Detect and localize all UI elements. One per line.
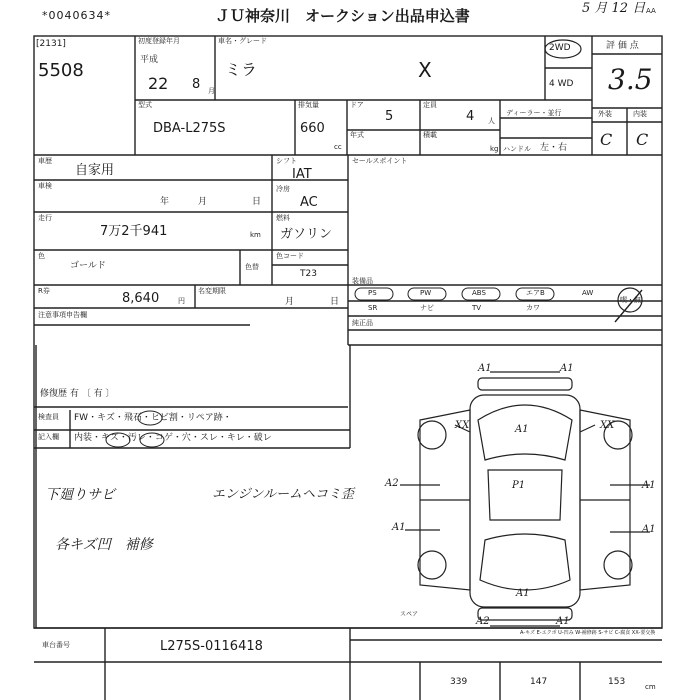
exterior-grade: C: [600, 130, 613, 149]
equip-leather: カワ: [526, 304, 540, 312]
damage-mark: P1: [512, 480, 526, 491]
form-title: ＪＵ神奈川 オークション出品申込書: [215, 7, 470, 25]
ac-label: 冷房: [276, 185, 290, 193]
damage-mark: A1: [515, 424, 529, 435]
damage-mark: A2: [385, 478, 399, 489]
capacity: 4: [466, 109, 475, 124]
color-code: T23: [300, 269, 317, 279]
checklist-row-1: FW・キズ・飛石・ヒビ割・リペア跡・: [74, 413, 232, 423]
equip-pw: PW: [420, 289, 432, 297]
capacity-label: 定員: [423, 101, 437, 109]
color-change-label: 色替: [245, 263, 259, 271]
usage-value: 自家用: [75, 163, 115, 178]
rating-label: 評 価 点: [606, 41, 639, 51]
checklist-row-2: 内装・キズ・汚レ・コゲ・穴・スレ・キレ・破レ: [74, 433, 272, 443]
displacement-unit: cc: [334, 143, 342, 151]
color-value: ゴールド: [70, 261, 106, 271]
form-date-suffix: AA: [646, 7, 656, 15]
width: 147: [530, 677, 548, 687]
car-type: DBA-L275S: [153, 121, 226, 136]
ac-value: AC: [300, 195, 318, 210]
equip-sr: SR: [368, 304, 378, 312]
usage-label: 車歴: [38, 157, 52, 165]
note-line-1: 下廻りサビ: [45, 487, 115, 503]
damage-mark: A1: [516, 588, 530, 599]
reg-month: 8: [192, 77, 201, 92]
lot-number: 5508: [38, 60, 84, 81]
color-label: 色: [38, 252, 45, 260]
reg-month-suffix: 月: [208, 87, 215, 95]
damage-mark: A2: [476, 616, 490, 627]
name-change-day: 日: [330, 297, 340, 307]
recycle-label: R券: [38, 287, 50, 295]
inspection-month: 月: [198, 197, 208, 207]
type-label: 型式: [138, 101, 152, 109]
load-unit: kg: [490, 145, 499, 153]
equip-airbag: エアB: [526, 289, 545, 297]
mileage-value: 7万2千941: [100, 224, 168, 239]
fuel-value: ガソリン: [280, 227, 333, 242]
recycle-unit: 円: [178, 297, 185, 305]
car-name: ミラ: [225, 60, 258, 79]
length: 339: [450, 677, 468, 687]
chassis-label: 車台番号: [42, 641, 70, 649]
equipment-label: 装備品: [352, 277, 373, 285]
era: 平成: [140, 55, 159, 65]
notes-label: 注意事項申告欄: [38, 311, 87, 319]
sales-point-label: セールスポイント: [352, 157, 408, 165]
damage-mark: A1: [642, 524, 656, 535]
displacement-label: 排気量: [298, 101, 319, 109]
first-reg-label: 初度登録年月: [138, 37, 180, 45]
recycle-value: 8,640: [122, 291, 160, 306]
checklist-label-1: 検査員: [38, 413, 59, 421]
load-label: 積載: [423, 131, 437, 139]
mileage-unit: km: [250, 231, 261, 239]
checklist-label-2: 記入欄: [38, 433, 59, 441]
displacement: 660: [300, 121, 325, 136]
equip-navi: ナビ: [420, 304, 434, 312]
serial-number: *0040634*: [42, 9, 111, 22]
height: 153: [608, 677, 626, 687]
smoking: 喫・無: [620, 296, 641, 304]
inspection-label: 車検: [38, 182, 52, 190]
mileage-label: 走行: [38, 214, 52, 222]
option-label: 純正品: [352, 319, 373, 327]
repair-value: 有 〔 有 〕: [69, 389, 115, 399]
dealer-label: ディーラー・並行: [506, 109, 562, 117]
note-line-3: 各キズ凹 補修: [55, 537, 153, 553]
damage-mark: XX: [455, 420, 470, 431]
doors-label: ドア: [350, 101, 364, 109]
model-year-label: 年式: [350, 131, 364, 139]
inspection-year: 年: [160, 197, 170, 207]
equip-abs: ABS: [472, 289, 486, 297]
damage-legend: A-キズ E-エクボ U-凹み W-補修跡 S-サビ C-腐食 XX-要交換: [520, 630, 656, 636]
capacity-unit: 人: [488, 117, 495, 125]
reg-year: 22: [148, 74, 169, 93]
equip-aw: AW: [582, 289, 594, 297]
shift-label: シフト: [276, 157, 297, 165]
damage-mark: A1: [478, 363, 492, 374]
lot-code: [2131]: [36, 39, 66, 49]
damage-mark: A1: [392, 522, 406, 533]
color-code-label: 色コード: [276, 252, 304, 260]
interior-label: 内装: [633, 110, 647, 118]
drive-2wd: 2WD: [549, 43, 571, 53]
car-grade: X: [418, 58, 432, 82]
handle-label: ハンドル: [503, 145, 531, 153]
note-line-2: エンジンルームヘコミ歪: [212, 487, 355, 502]
exterior-label: 外装: [598, 110, 612, 118]
drive-4wd: 4 WD: [549, 79, 574, 89]
damage-mark: A1: [642, 480, 656, 491]
equip-tv: TV: [472, 304, 482, 312]
repair-history: [40, 390, 114, 399]
form-date: 5 月 12 日: [582, 1, 646, 16]
interior-grade: C: [636, 130, 649, 149]
handle: 左・右: [540, 143, 568, 153]
name-change-month: 月: [285, 297, 295, 307]
rating-score: 3.5: [608, 63, 653, 96]
damage-mark: A1: [556, 616, 570, 627]
name-change-label: 名変期限: [198, 287, 226, 295]
equip-ps: PS: [368, 289, 377, 297]
fuel-label: 燃料: [276, 214, 290, 222]
repair-label: 修復歴: [40, 389, 68, 399]
doors: 5: [385, 109, 394, 124]
inspection-day: 日: [252, 197, 262, 207]
shift-value: IAT: [292, 167, 312, 182]
model-grade-label: 車名・グレード: [218, 37, 267, 45]
height-unit: cm: [645, 683, 656, 691]
spare-label: スペア: [400, 611, 419, 618]
chassis-number: L275S-0116418: [160, 639, 263, 654]
damage-mark: A1: [560, 363, 574, 374]
damage-mark: XX: [600, 420, 615, 431]
